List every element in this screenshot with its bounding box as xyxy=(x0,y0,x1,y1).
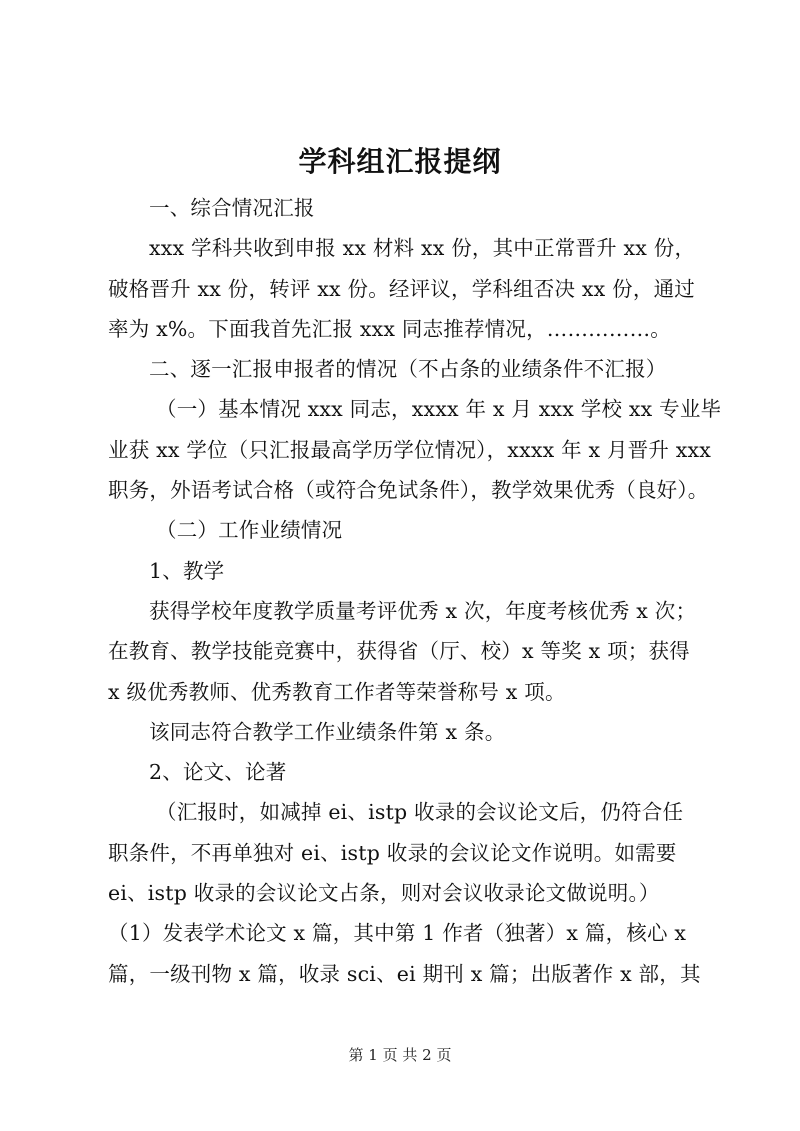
paragraph-line: 业获 xx 学位（只汇报最高学历学位情况），xxxx 年 x 月晋升 xxx xyxy=(108,437,712,462)
subsection-heading: 1、教学 xyxy=(149,558,225,583)
subsection-heading: 2、论文、论著 xyxy=(149,760,287,785)
paragraph-line: ei、istp 收录的会议论文占条，则对会议收录论文做说明。） xyxy=(108,881,660,906)
paragraph-line: 职条件，不再单独对 ei、istp 收录的会议论文作说明。如需要 xyxy=(108,840,677,865)
page-title: 学科组汇报提纲 xyxy=(298,145,502,178)
subsection-heading: （二）工作业绩情况 xyxy=(156,518,343,543)
paragraph-line: （1）发表学术论文 x 篇，其中第 1 作者（独著）x 篇，核心 x xyxy=(108,921,687,946)
paragraph-line: 获得学校年度教学质量考评优秀 x 次，年度考核优秀 x 次； xyxy=(149,598,697,623)
paragraph-line: （汇报时，如减掉 ei、istp 收录的会议论文后，仍符合任 xyxy=(156,800,684,825)
paragraph-line: 在教育、教学技能竞赛中，获得省（厅、校）x 等奖 x 项；获得 xyxy=(108,639,690,664)
page-footer: 第 1 页 共 2 页 xyxy=(348,1046,452,1064)
document-body xyxy=(108,188,722,994)
paragraph-line: 率为 x%。下面我首先汇报 xxx 同志推荐情况，……………。 xyxy=(108,316,671,341)
paragraph-line: 篇，一级刊物 x 篇，收录 sci、ei 期刊 x 篇；出版著作 x 部，其 xyxy=(108,961,701,986)
paragraph-line: 破格晋升 xx 份，转评 xx 份。经评议，学科组否决 xx 份，通过 xyxy=(108,276,695,301)
section-heading-2: 二、逐一汇报申报者的情况（不占条的业绩条件不汇报） xyxy=(149,357,667,382)
paragraph-line: x 级优秀教师、优秀教育工作者等荣誉称号 x 项。 xyxy=(108,679,566,704)
paragraph-line: 职务，外语考试合格（或符合免试条件），教学效果优秀（良好）。 xyxy=(108,478,709,503)
paragraph-line: （一）基本情况 xxx 同志，xxxx 年 x 月 xxx 学校 xx 专业毕 xyxy=(156,397,722,422)
section-heading-1: 一、综合情况汇报 xyxy=(149,196,315,220)
paragraph-line: 该同志符合教学工作业绩条件第 x 条。 xyxy=(149,719,506,744)
paragraph-line: xxx 学科共收到申报 xx 材料 xx 份，其中正常晋升 xx 份， xyxy=(149,236,696,261)
